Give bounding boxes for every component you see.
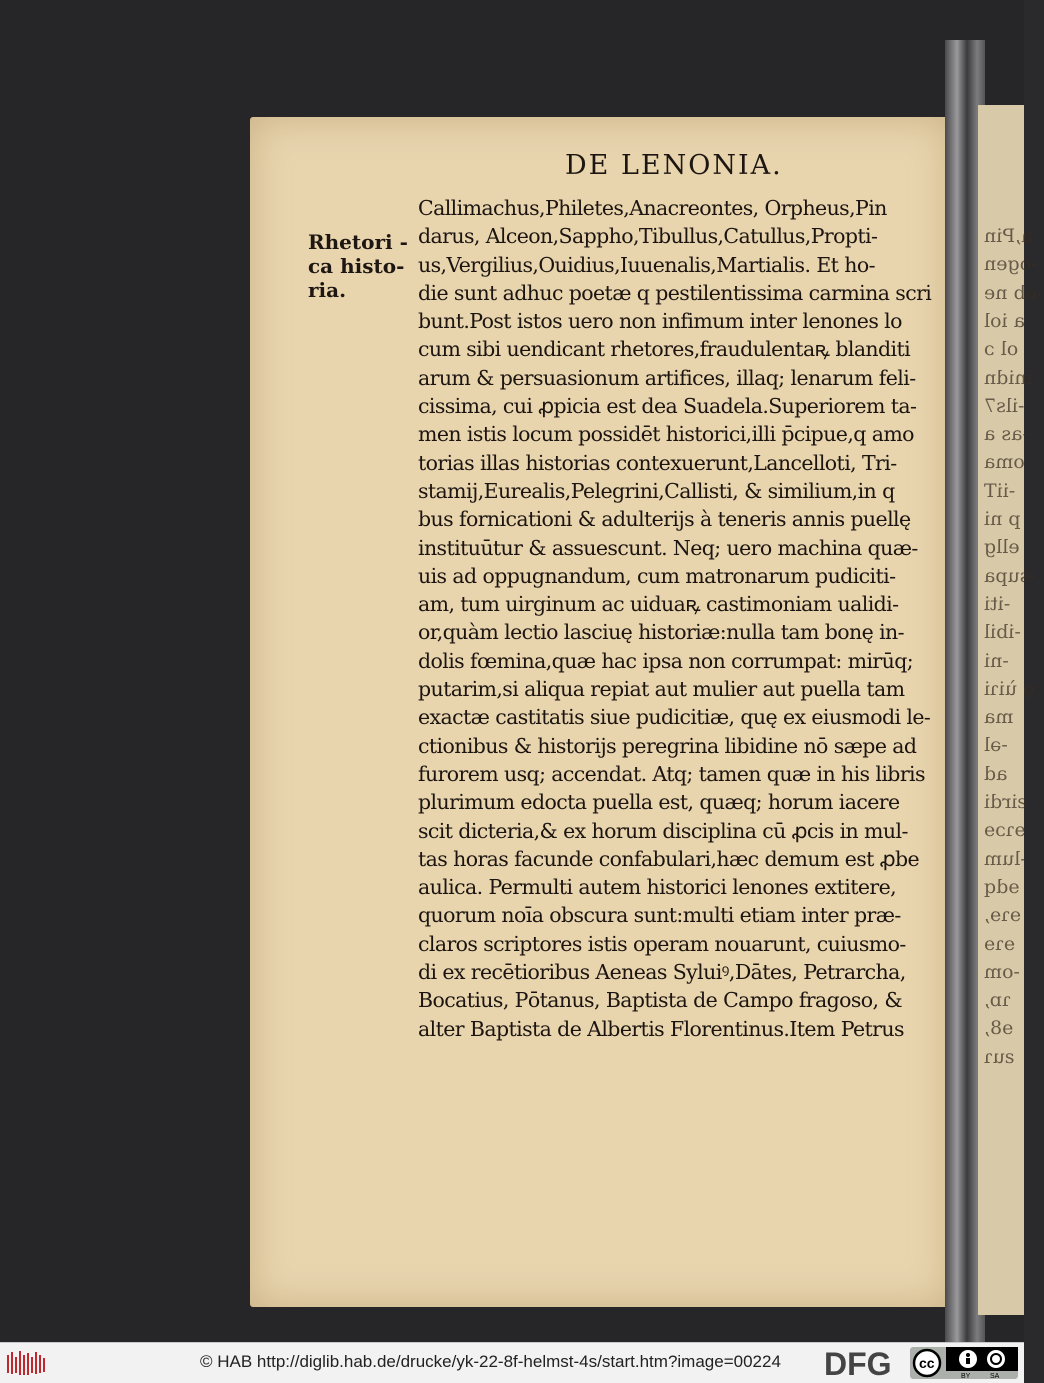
text-line: bunt.Post istos uero non infimum inter lenones lo (418, 309, 902, 334)
adjacent-page-fragment: -as a (984, 423, 1029, 446)
text-line: tas horas facunde confabulari,hæc demum est ꝓbe (418, 846, 920, 871)
text-line: alter Baptista de Albertis Florentinus.Item Petrus (418, 1016, 904, 1041)
adjacent-page-fragment: -ogen (984, 253, 1038, 276)
adjacent-page-fragment: -om (984, 960, 1020, 983)
adjacent-page-fragment: -ob ne (984, 281, 1044, 304)
copyright-link[interactable]: © HAB http://diglib.hab.de/drucke/yk-22-8f-helmst-4s/start.htm?image=00224 (200, 1352, 781, 1371)
text-line: aulica. Permulti autem historici lenones extitere, (418, 875, 897, 900)
adjacent-page-fragment: -əl (984, 734, 1008, 757)
adjacent-page-fragment: a,Pin (984, 225, 1033, 247)
cc-license-badge[interactable] (910, 1347, 1018, 1379)
adjacent-page-fragment: ɘdq (984, 875, 1020, 898)
adjacent-page-fragment: -lum (984, 847, 1027, 870)
adjacent-page-fragment: -iiT (984, 479, 1016, 502)
margin-note-line: Rhetori - (308, 230, 408, 254)
adjacent-page-fragment: ol ɔ (984, 338, 1019, 361)
text-line: uis ad oppugnandum, cum matronarum pudiciti- (418, 563, 896, 588)
text-line: die sunt adhuc poetæ q pestilentissima carmina scri (418, 280, 932, 305)
adjacent-page-fragment: a iol (984, 309, 1025, 332)
svg-text:SA: SA (990, 1373, 1000, 1380)
svg-text:DFG: DFG (824, 1346, 892, 1382)
text-line: us,Vergilius,Ouidius,Iuuenalis,Martialis. Et ho- (418, 252, 875, 277)
adjacent-page-fragment: ɘɿɘ (984, 932, 1016, 955)
text-line: arum & persuasionum artifices, illaq; lenarum feli- (418, 365, 916, 390)
adjacent-page-fragment: -iti (984, 592, 1011, 615)
text-line: Callimachus,Philetes,Anacreontes, Orpheus,Pin (418, 196, 887, 220)
adjacent-page-fragment: ǫ ùiɿi (984, 677, 1035, 700)
text-line: claros scriptores istis operam nouarunt, cuiusmo- (418, 931, 906, 956)
library-logo-icon (6, 1349, 48, 1377)
adjacent-page-fragment: ɘ8, (984, 1017, 1014, 1040)
adjacent-page-fragment: -ni (984, 649, 1009, 672)
text-line: di ex recētioribus Aeneas Syluiꝰ,Dātes, Petrarcha, (418, 960, 906, 985)
text-line: or,quàm lectio lasciuę historiæ:nulla tam bonę in- (418, 620, 904, 645)
text-line: torias illas historias contexuerunt,Lancelloti, Tri- (418, 450, 897, 475)
adjacent-page-fragment: ma (984, 706, 1014, 729)
adjacent-page-fragment: ɘɿɔɘ (984, 819, 1026, 842)
adjacent-page-fragment: inidn (984, 366, 1033, 389)
adjacent-page-fragment: -ils7 (984, 394, 1025, 417)
margin-note-line: ria. (308, 278, 347, 302)
margin-note-line: ca histo- (308, 254, 405, 278)
adjacent-page-fragment: ɿɒ, (984, 989, 1011, 1012)
adjacent-page-fragment: p ni (984, 508, 1021, 530)
svg-text:cc: cc (919, 1355, 935, 1371)
text-line: stamij,Eurealis,Pelegrini,Callisti, & similium,in q (418, 478, 895, 503)
adjacent-page-fragment: -ibil (984, 621, 1021, 644)
adjacent-page-fragment: ƨirdi (984, 791, 1028, 813)
text-line: ctionibus & historijs peregrina libidine nō sæpe ad (418, 733, 917, 758)
text-line: scit dicteria,& ex horum disciplina cū ꝓcis in mul- (418, 818, 908, 843)
sa-icon (987, 1350, 1005, 1368)
text-line: darus, Alceon,Sappho,Tibullus,Catullus,Propti- (418, 224, 878, 249)
text-line: putarim,si aliqua repiat aut mulier aut puella tam (418, 677, 905, 702)
viewer-footer (0, 1342, 1024, 1383)
adjacent-page-fragment: ƨuɿ (984, 1045, 1015, 1068)
margin-note (308, 230, 408, 302)
adjacent-page-fragment: oma (984, 451, 1025, 474)
adjacent-page-fragment: ad (984, 762, 1008, 785)
running-head: DE LENONIA. (565, 150, 783, 181)
text-line: quorum noīa obscura sunt:multi etiam inter præ- (418, 903, 901, 928)
text-line: men istis locum possidēt historici,illi p̄cipue,q amo (418, 422, 914, 447)
adjacent-page-edge (978, 105, 1044, 1315)
body-text (418, 194, 938, 1043)
adjacent-page-fragment: ɘɿɘ, (984, 904, 1022, 927)
text-line: am, tum uirginum ac uiduaꝶ castimoniam ualidi- (418, 592, 899, 617)
text-line: instituūtur & assuescunt. Neq; uero machina quæ- (418, 535, 918, 560)
adjacent-page-fragment: -supa (984, 564, 1036, 587)
text-line: dolis fœmina,quæ hac ipsa non corrumpat: mirūq; (418, 648, 914, 673)
adjacent-page-fragment: ellg (984, 536, 1020, 559)
text-line: plurimum edocta puella est, quæq; horum iacere (418, 790, 900, 815)
dfg-logo-icon[interactable] (822, 1346, 908, 1380)
text-line: cissima, cui ꝓpicia est dea Suadela.Superiorem ta- (418, 394, 917, 419)
text-line: furorem usq; accendat. Atq; tamen quæ in his libris (418, 761, 925, 786)
text-line: Bocatius, Pōtanus, Baptista de Campo fragoso, & (418, 988, 903, 1013)
text-line: cum sibi uendicant rhetores,fraudulentaꝶ blanditi (418, 337, 911, 362)
text-line: exactæ castitatis siue pudicitiæ, quę ex eiusmodi le- (418, 705, 931, 730)
text-line: bus fornicationi & adulterijs à teneris annis puellę (418, 507, 911, 532)
svg-text:BY: BY (961, 1373, 971, 1380)
